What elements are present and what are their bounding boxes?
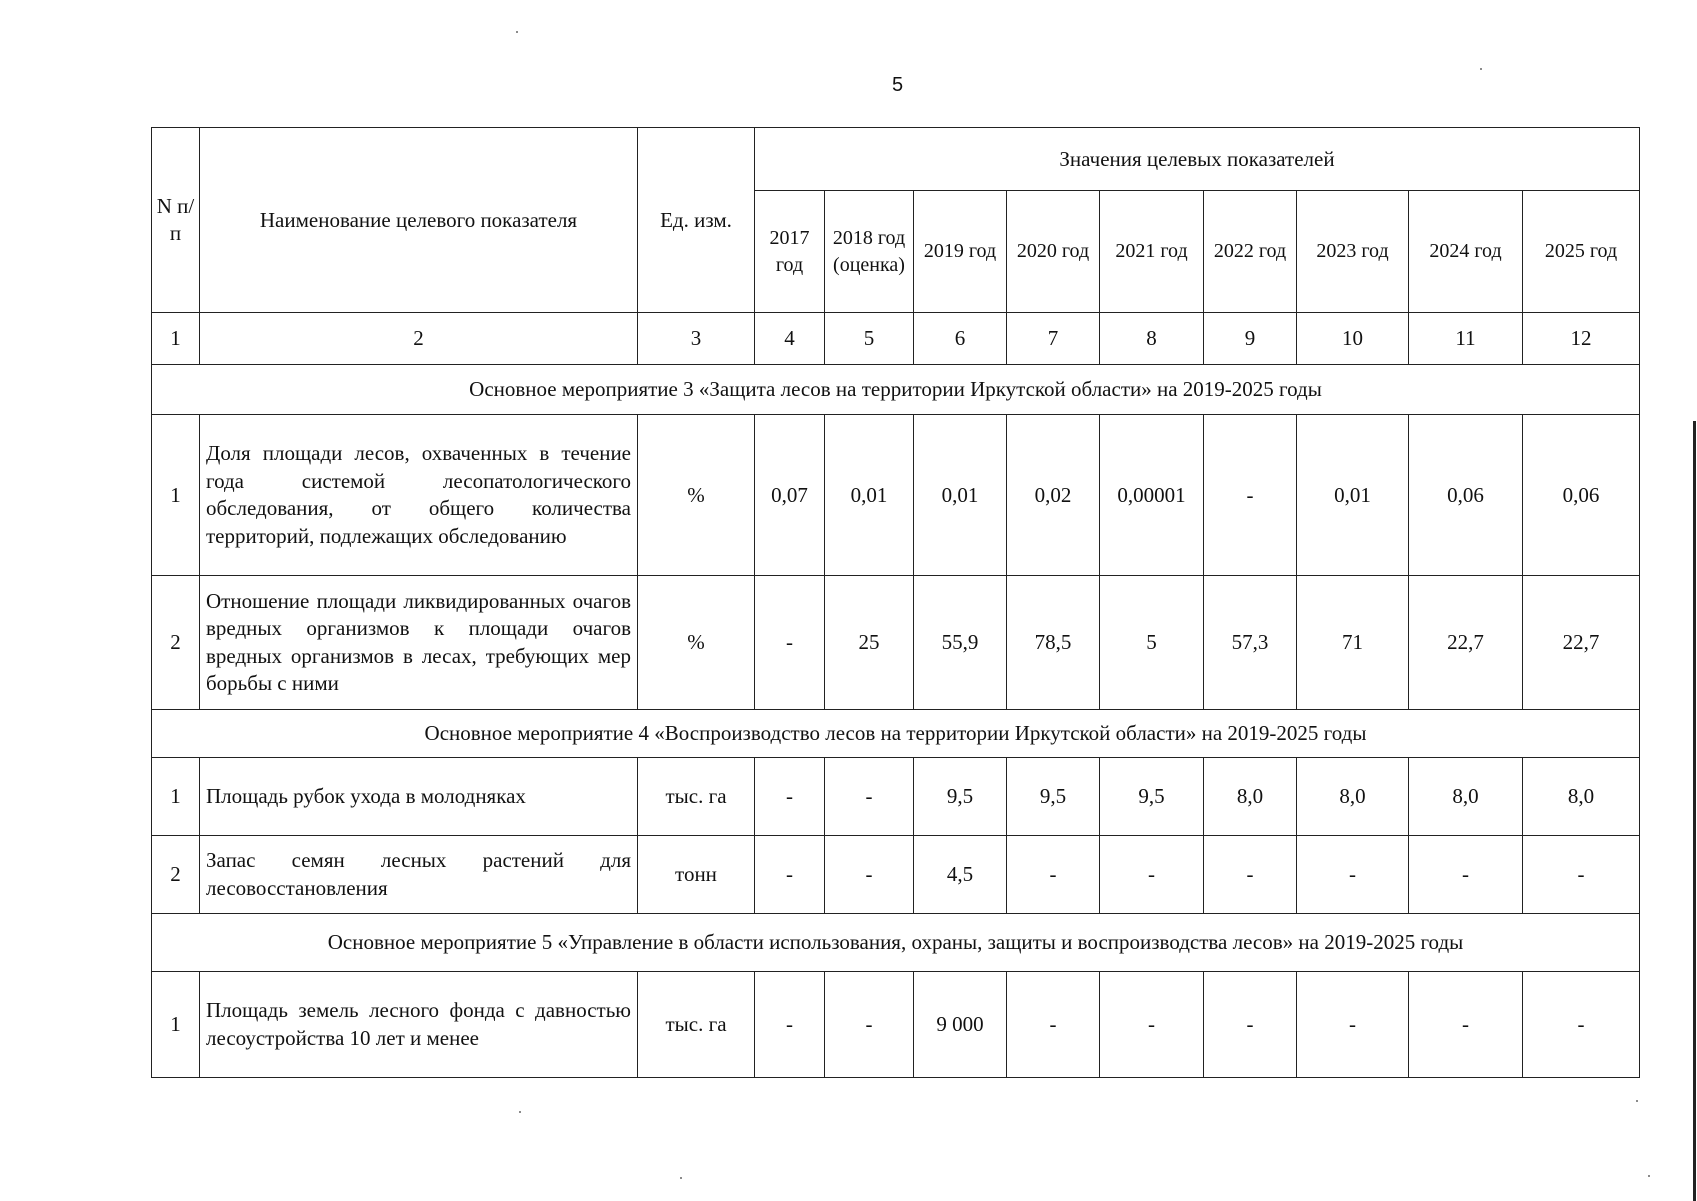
value-cell: 0,01 xyxy=(1297,415,1409,576)
value-cell: - xyxy=(825,972,914,1078)
table-row xyxy=(152,415,1640,576)
section-title: Основное мероприятие 5 «Управление в области использования, охраны, защиты и воспроизводства лесов» на 2019-2025 годы xyxy=(152,914,1640,972)
value-cell: 0,06 xyxy=(1523,415,1640,576)
value-cell: - xyxy=(1007,836,1100,914)
value-cell: - xyxy=(1100,972,1204,1078)
header-year: 2022 год xyxy=(1204,191,1297,313)
header-year: 2019 год xyxy=(914,191,1007,313)
header-year: 2017 год xyxy=(755,191,825,313)
header-year: 2025 год xyxy=(1523,191,1640,313)
value-cell: 0,01 xyxy=(825,415,914,576)
scan-speck xyxy=(1636,1100,1638,1102)
section-row xyxy=(152,365,1640,415)
unit-cell: тыс. га xyxy=(638,972,755,1078)
section-row xyxy=(152,710,1640,758)
header-year: 2023 год xyxy=(1297,191,1409,313)
value-cell: 9,5 xyxy=(1007,758,1100,836)
value-cell: 71 xyxy=(1297,576,1409,710)
indicator-name: Площадь земель лесного фонда с давностью лесоустройства 10 лет и менее xyxy=(200,972,638,1078)
scan-speck xyxy=(680,1177,682,1179)
column-number: 6 xyxy=(914,313,1007,365)
value-cell: - xyxy=(755,758,825,836)
header-unit: Ед. изм. xyxy=(638,128,755,313)
value-cell: 8,0 xyxy=(1523,758,1640,836)
page-number: 5 xyxy=(891,74,904,96)
unit-cell: тыс. га xyxy=(638,758,755,836)
value-cell: - xyxy=(1409,836,1523,914)
header-year: 2018 год (оценка) xyxy=(825,191,914,313)
section-title: Основное мероприятие 4 «Воспроизводство лесов на территории Иркутской области» на 2019-2025 годы xyxy=(152,710,1640,758)
scan-speck xyxy=(519,1111,521,1113)
scan-speck xyxy=(516,31,518,33)
value-cell: 78,5 xyxy=(1007,576,1100,710)
value-cell: - xyxy=(825,758,914,836)
row-number: 1 xyxy=(152,415,200,576)
value-cell: 0,01 xyxy=(914,415,1007,576)
value-cell: - xyxy=(1204,972,1297,1078)
unit-cell: тонн xyxy=(638,836,755,914)
value-cell: 9,5 xyxy=(914,758,1007,836)
value-cell: - xyxy=(755,972,825,1078)
header-year: 2024 год xyxy=(1409,191,1523,313)
row-number: 2 xyxy=(152,576,200,710)
column-number: 7 xyxy=(1007,313,1100,365)
value-cell: 0,02 xyxy=(1007,415,1100,576)
value-cell: 57,3 xyxy=(1204,576,1297,710)
indicator-name: Запас семян лесных растений для лесовосстановления xyxy=(200,836,638,914)
row-number: 2 xyxy=(152,836,200,914)
value-cell: - xyxy=(1297,836,1409,914)
value-cell: - xyxy=(1297,972,1409,1078)
value-cell: - xyxy=(755,836,825,914)
value-cell: 25 xyxy=(825,576,914,710)
scan-edge-line xyxy=(1693,421,1696,1201)
indicator-name: Отношение площади ликвидированных очагов вредных организмов к площади очагов вредных организмов в лесах, требующих мер борьбы с ними xyxy=(200,576,638,710)
value-cell: 0,00001 xyxy=(1100,415,1204,576)
column-number: 2 xyxy=(200,313,638,365)
column-number: 3 xyxy=(638,313,755,365)
header-year: 2021 год xyxy=(1100,191,1204,313)
value-cell: 5 xyxy=(1100,576,1204,710)
section-row xyxy=(152,914,1640,972)
column-number: 8 xyxy=(1100,313,1204,365)
value-cell: - xyxy=(1523,836,1640,914)
row-number: 1 xyxy=(152,758,200,836)
target-indicators-table xyxy=(151,127,1640,1078)
indicator-name: Площадь рубок ухода в молодняках xyxy=(200,758,638,836)
table-row xyxy=(152,972,1640,1078)
table-row xyxy=(152,758,1640,836)
value-cell: - xyxy=(1007,972,1100,1078)
value-cell: 8,0 xyxy=(1409,758,1523,836)
scan-speck xyxy=(1480,68,1482,70)
header-year: 2020 год xyxy=(1007,191,1100,313)
value-cell: 22,7 xyxy=(1523,576,1640,710)
value-cell: - xyxy=(1204,836,1297,914)
column-number: 12 xyxy=(1523,313,1640,365)
value-cell: - xyxy=(1409,972,1523,1078)
indicator-name: Доля площади лесов, охваченных в течение года системой лесопатологического обследования, от общего количества территорий, подлежащих обследованию xyxy=(200,415,638,576)
column-number: 11 xyxy=(1409,313,1523,365)
column-number: 9 xyxy=(1204,313,1297,365)
value-cell: 8,0 xyxy=(1204,758,1297,836)
row-number: 1 xyxy=(152,972,200,1078)
column-number: 5 xyxy=(825,313,914,365)
header-num: N п/п xyxy=(152,128,200,313)
column-number: 10 xyxy=(1297,313,1409,365)
header-row-top xyxy=(152,128,1640,191)
table-row xyxy=(152,836,1640,914)
header-indicator-name: Наименование целевого показателя xyxy=(200,128,638,313)
table-row xyxy=(152,576,1640,710)
value-cell: - xyxy=(1204,415,1297,576)
value-cell: - xyxy=(755,576,825,710)
value-cell: 22,7 xyxy=(1409,576,1523,710)
column-number: 1 xyxy=(152,313,200,365)
value-cell: 8,0 xyxy=(1297,758,1409,836)
header-values-group: Значения целевых показателей xyxy=(755,128,1640,191)
value-cell: 55,9 xyxy=(914,576,1007,710)
section-title: Основное мероприятие 3 «Защита лесов на территории Иркутской области» на 2019-2025 годы xyxy=(152,365,1640,415)
value-cell: 0,06 xyxy=(1409,415,1523,576)
unit-cell: % xyxy=(638,576,755,710)
column-number: 4 xyxy=(755,313,825,365)
value-cell: 0,07 xyxy=(755,415,825,576)
value-cell: 9,5 xyxy=(1100,758,1204,836)
value-cell: 9 000 xyxy=(914,972,1007,1078)
unit-cell: % xyxy=(638,415,755,576)
value-cell: - xyxy=(1100,836,1204,914)
scan-speck xyxy=(1648,1175,1650,1177)
value-cell: 4,5 xyxy=(914,836,1007,914)
value-cell: - xyxy=(825,836,914,914)
column-numbers-row xyxy=(152,313,1640,365)
value-cell: - xyxy=(1523,972,1640,1078)
